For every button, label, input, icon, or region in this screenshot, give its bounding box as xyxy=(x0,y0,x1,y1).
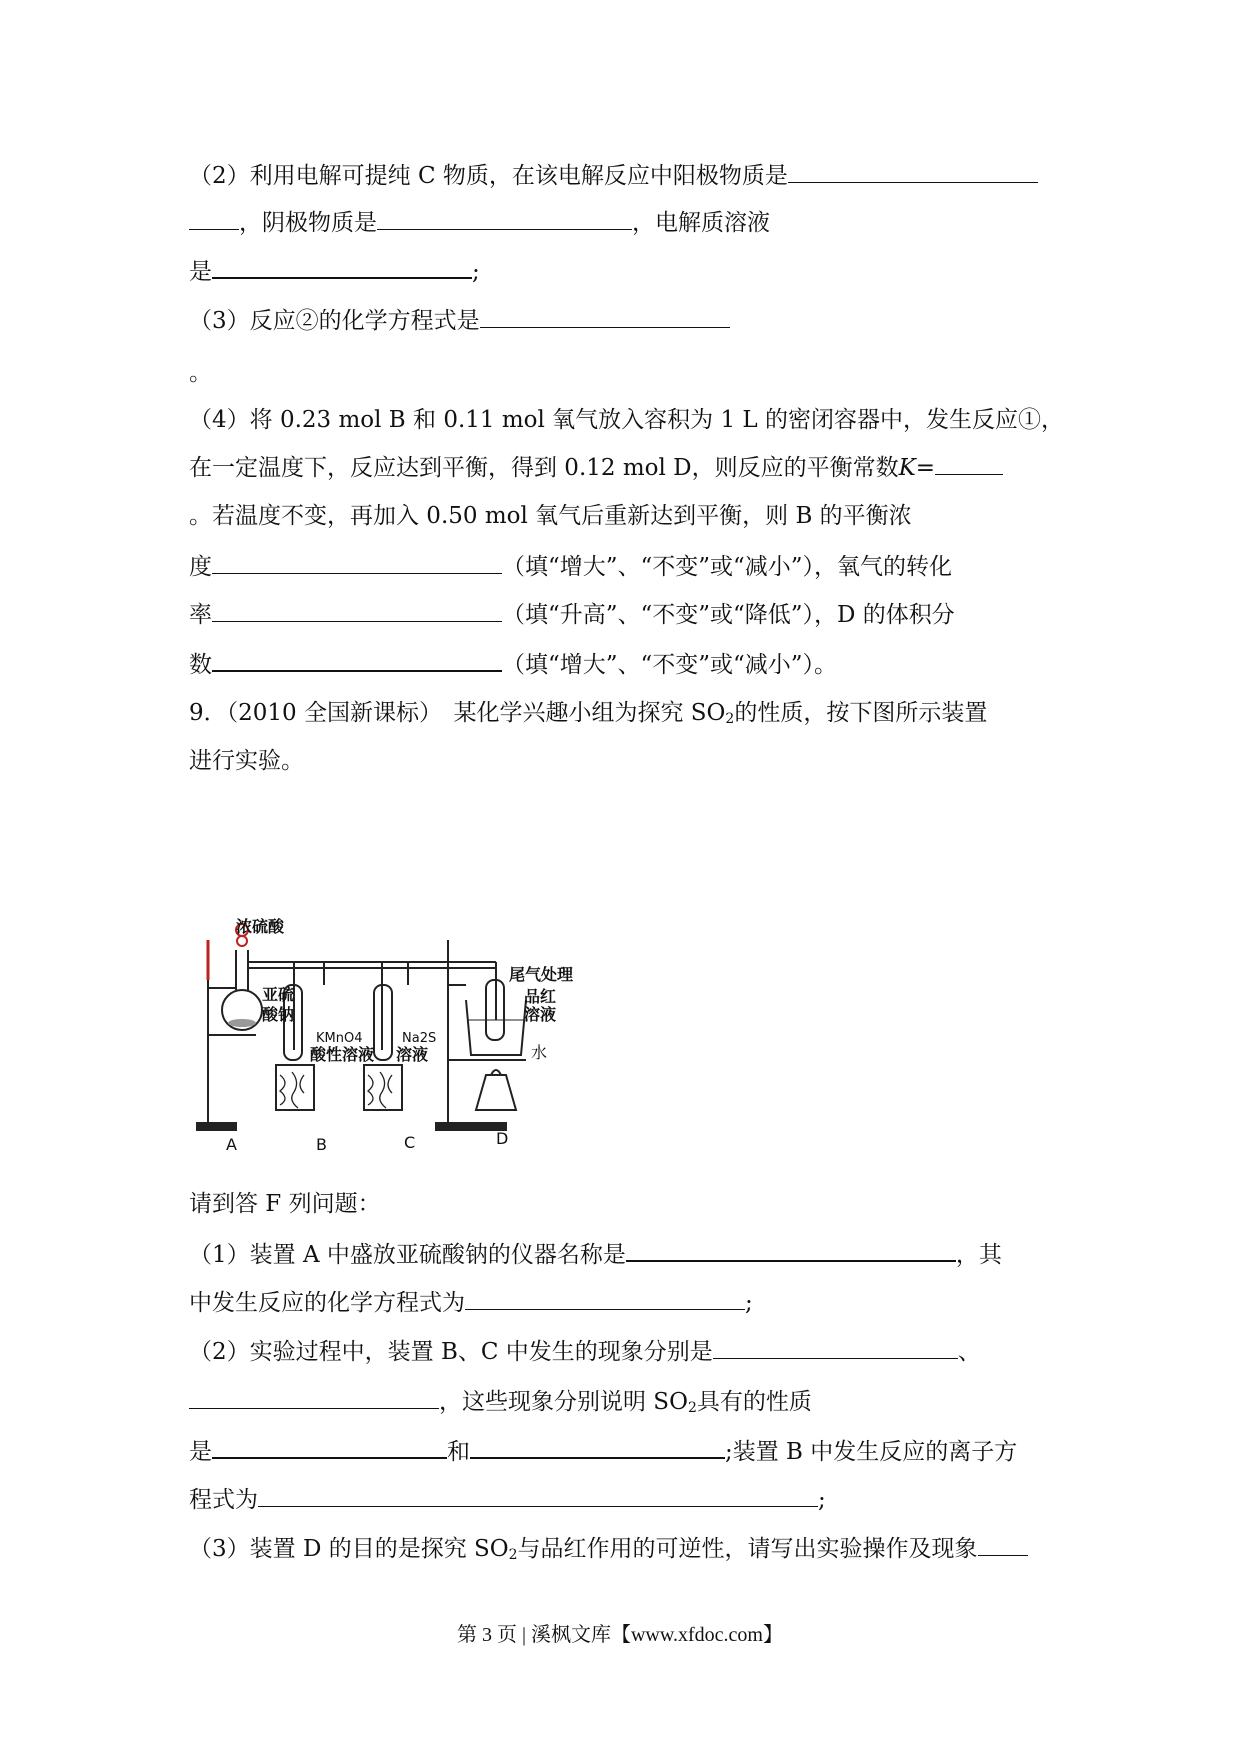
label-water: 水 xyxy=(531,1043,548,1062)
answer-blank[interactable] xyxy=(713,1336,958,1359)
answer-blank[interactable] xyxy=(212,1435,447,1459)
q9-part1-line1: （1）装置 A 中盛放亚硫酸钠的仪器名称是 ，其 xyxy=(189,1238,1002,1271)
label-pinhong-2: 溶液 xyxy=(524,1005,557,1024)
label-kmno4-1: KMnO4 xyxy=(316,1031,363,1046)
q9-part2-line2: ，这些现象分别说明 $SO_2$具有的性质 xyxy=(189,1386,812,1424)
q9-part3-line1: （3）装置 D 的目的是探究 $SO_2$与品红作用的可逆性，请写出实验操作及现象 xyxy=(189,1533,1028,1571)
label-a: A xyxy=(226,1135,237,1154)
q9-line1: 9．（2010 全国新课标） 某化学兴趣小组为探究 $SO_2$的性质，按下图所示装置 xyxy=(189,700,988,727)
label-na2s-2: 溶液 xyxy=(396,1045,429,1064)
answer-blank[interactable] xyxy=(978,1533,1028,1556)
label-sulfite-2: 酸钠 xyxy=(262,1005,295,1024)
q8-part2-line2: ，阴极物质是 ，电解质溶液 xyxy=(189,207,770,239)
answer-blank[interactable] xyxy=(470,1435,725,1459)
answer-blank[interactable] xyxy=(189,1386,439,1409)
q8-part4-line4: 度 （填“增大”、“不变”或“减小”），氧气的转化 xyxy=(189,551,952,583)
page-footer: 第 3 页 | 溪枫文库【www.xfdoc.com】 xyxy=(456,1624,783,1646)
answer-blank[interactable] xyxy=(212,255,472,279)
q9-part2-line1: （2）实验过程中，装置 B、C 中发生的现象分别是 、 xyxy=(189,1336,981,1368)
answer-blank[interactable] xyxy=(212,648,502,672)
label-pinhong-1: 品红 xyxy=(524,987,557,1006)
label-b: B xyxy=(316,1135,327,1154)
answer-blank[interactable] xyxy=(212,599,502,622)
answer-blank[interactable] xyxy=(626,1238,956,1262)
label-sulfite-1: 亚硫 xyxy=(262,985,295,1004)
q9-part2-line3: 是 和 ;装置 B 中发生反应的离子方 xyxy=(189,1435,1017,1468)
q8-part4-line2: 在一定温度下，反应达到平衡，得到 0.12 mol D，则反应的平衡常数K= xyxy=(189,452,1003,484)
label-c: C xyxy=(404,1133,416,1152)
answer-blank[interactable] xyxy=(189,207,239,230)
label-d: D xyxy=(496,1129,509,1148)
q8-part4-line6: 数 （填“增大”、“不变”或“减小”）。 xyxy=(189,648,837,681)
q8-part4-line3: 。若温度不变，再加入 0.50 mol 氧气后重新达到平衡，则 B 的平衡浓 xyxy=(189,503,912,529)
answer-blank[interactable] xyxy=(788,160,1038,183)
label-tail: 尾气处理 xyxy=(509,965,574,984)
answer-intro: 请到答 F 列问题： xyxy=(189,1191,381,1217)
answer-blank[interactable] xyxy=(465,1287,745,1310)
label-acid: 浓硫酸 xyxy=(236,917,285,936)
flask-a xyxy=(222,924,262,1030)
answer-blank[interactable] xyxy=(212,551,502,574)
q9-line2: 进行实验。 xyxy=(189,748,304,774)
label-na2s-1: Na2S xyxy=(402,1031,437,1046)
apparatus-figure xyxy=(196,910,656,1160)
q9-part1-line2: 中发生反应的化学方程式为 ; xyxy=(189,1287,753,1319)
answer-blank[interactable] xyxy=(480,305,730,328)
q8-part4-line1: （4）将 0.23 mol B 和 0.11 mol 氧气放入容积为 1 L 的密闭容器中，发生反应①， xyxy=(189,407,1064,433)
q8-part2-line1: （2）利用电解可提纯 C 物质，在该电解反应中阳极物质是 xyxy=(189,160,1038,192)
q9-part2-line4: 程式为 ; xyxy=(189,1484,826,1516)
label-kmno4-2: 酸性溶液 xyxy=(310,1045,375,1064)
q8-part3-line2: 。 xyxy=(189,360,212,386)
q8-part2-line3: 是 ; xyxy=(189,255,480,288)
answer-blank[interactable] xyxy=(258,1484,818,1507)
answer-blank[interactable] xyxy=(935,452,1003,475)
k-symbol: K xyxy=(898,455,916,481)
answer-blank[interactable] xyxy=(377,207,632,230)
q8-part3-line1: （3）反应②的化学方程式是 xyxy=(189,305,730,337)
q8-part4-line5: 率 （填“升高”、“不变”或“降低”），D 的体积分 xyxy=(189,599,955,631)
